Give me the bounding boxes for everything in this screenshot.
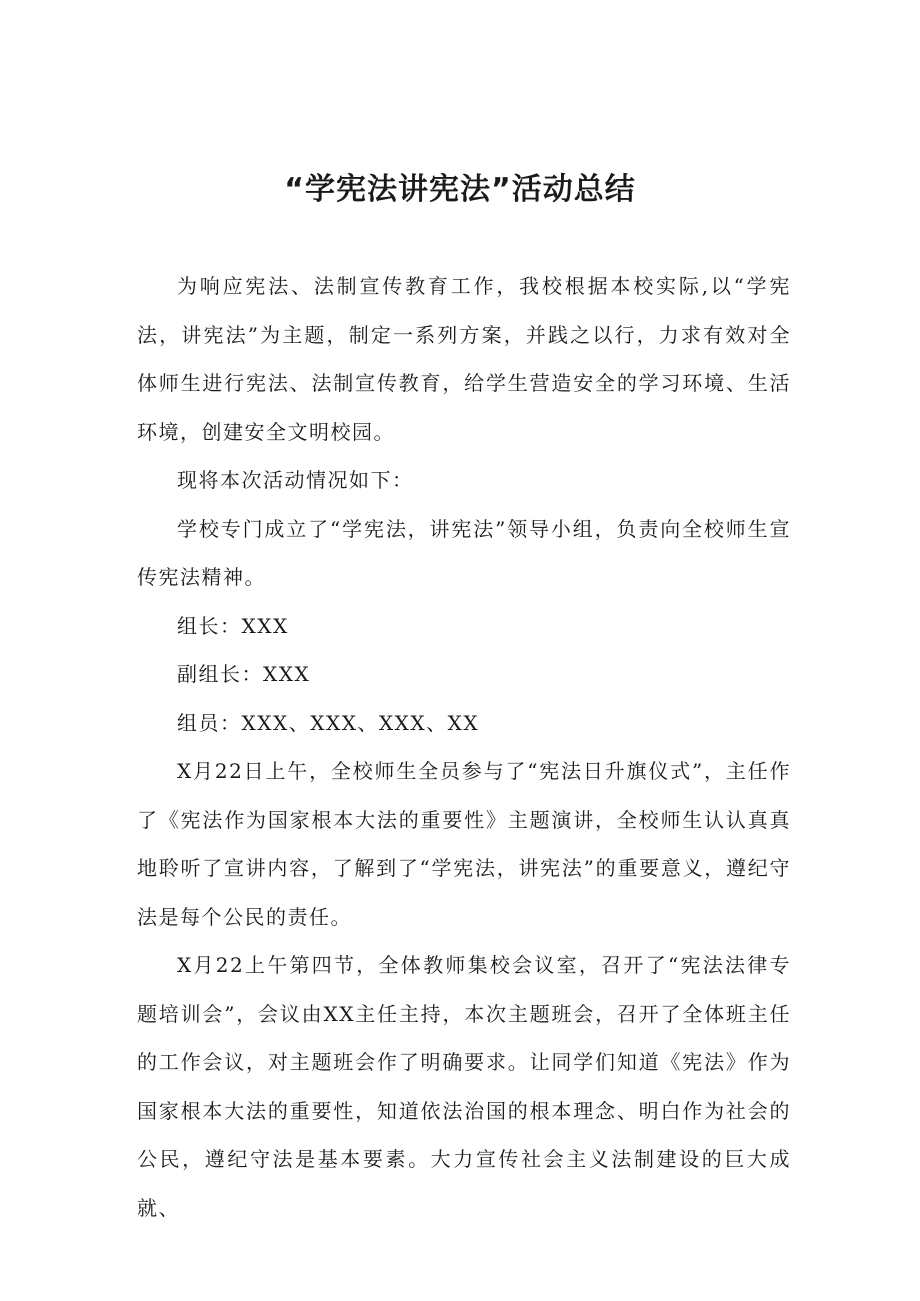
document-title: “学宪法讲宪法”活动总结: [284, 172, 636, 207]
paragraph-deputy-leader: 副组长：XXX: [177, 662, 311, 686]
paragraph-overview: 现将本次活动情况如下：: [177, 468, 414, 492]
paragraph-training-meeting: X月22上午第四节，全体教师集校会议室，召开了“宪法法律专题培训会”，会议由XX主任主持，本次主题班会，召开了全体班主任的工作会议，对主题班会作了明确要求。让同学们知道《宪法》作为国家根本大法的重要性，知道依法治国的根本理念、明白作为社会的公民，遵纪守法是基本要素。大力宣传社会主义法制建设的巨大成就、: [137, 953, 791, 1220]
document-body: [137, 262, 791, 1232]
paragraph-flag-ceremony: X月22日上午，全校师生全员参与了“宪法日升旗仪式”，主任作了《宪法作为国家根本大法的重要性》主题演讲，全校师生认认真真地聆听了宣讲内容，了解到了“学宪法，讲宪法”的重要意义，遵纪守法是每个公民的责任。: [137, 759, 791, 929]
paragraph-leadership-group: 学校专门成立了“学宪法，讲宪法”领导小组，负责向全校师生宣传宪法精神。: [137, 516, 791, 589]
paragraph-members: 组员：XXX、XXX、XXX、XX: [177, 710, 480, 735]
paragraph-group-leader: 组长：XXX: [177, 613, 289, 638]
paragraph-intro: 为响应宪法、法制宣传教育工作，我校根据本校实际,以“学宪法，讲宪法”为主题，制定一系列方案，并践之以行，力求有效对全体师生进行宪法、法制宣传教育，给学生营造安全的学习环境、生活环境，创建安全文明校园。: [137, 274, 791, 444]
